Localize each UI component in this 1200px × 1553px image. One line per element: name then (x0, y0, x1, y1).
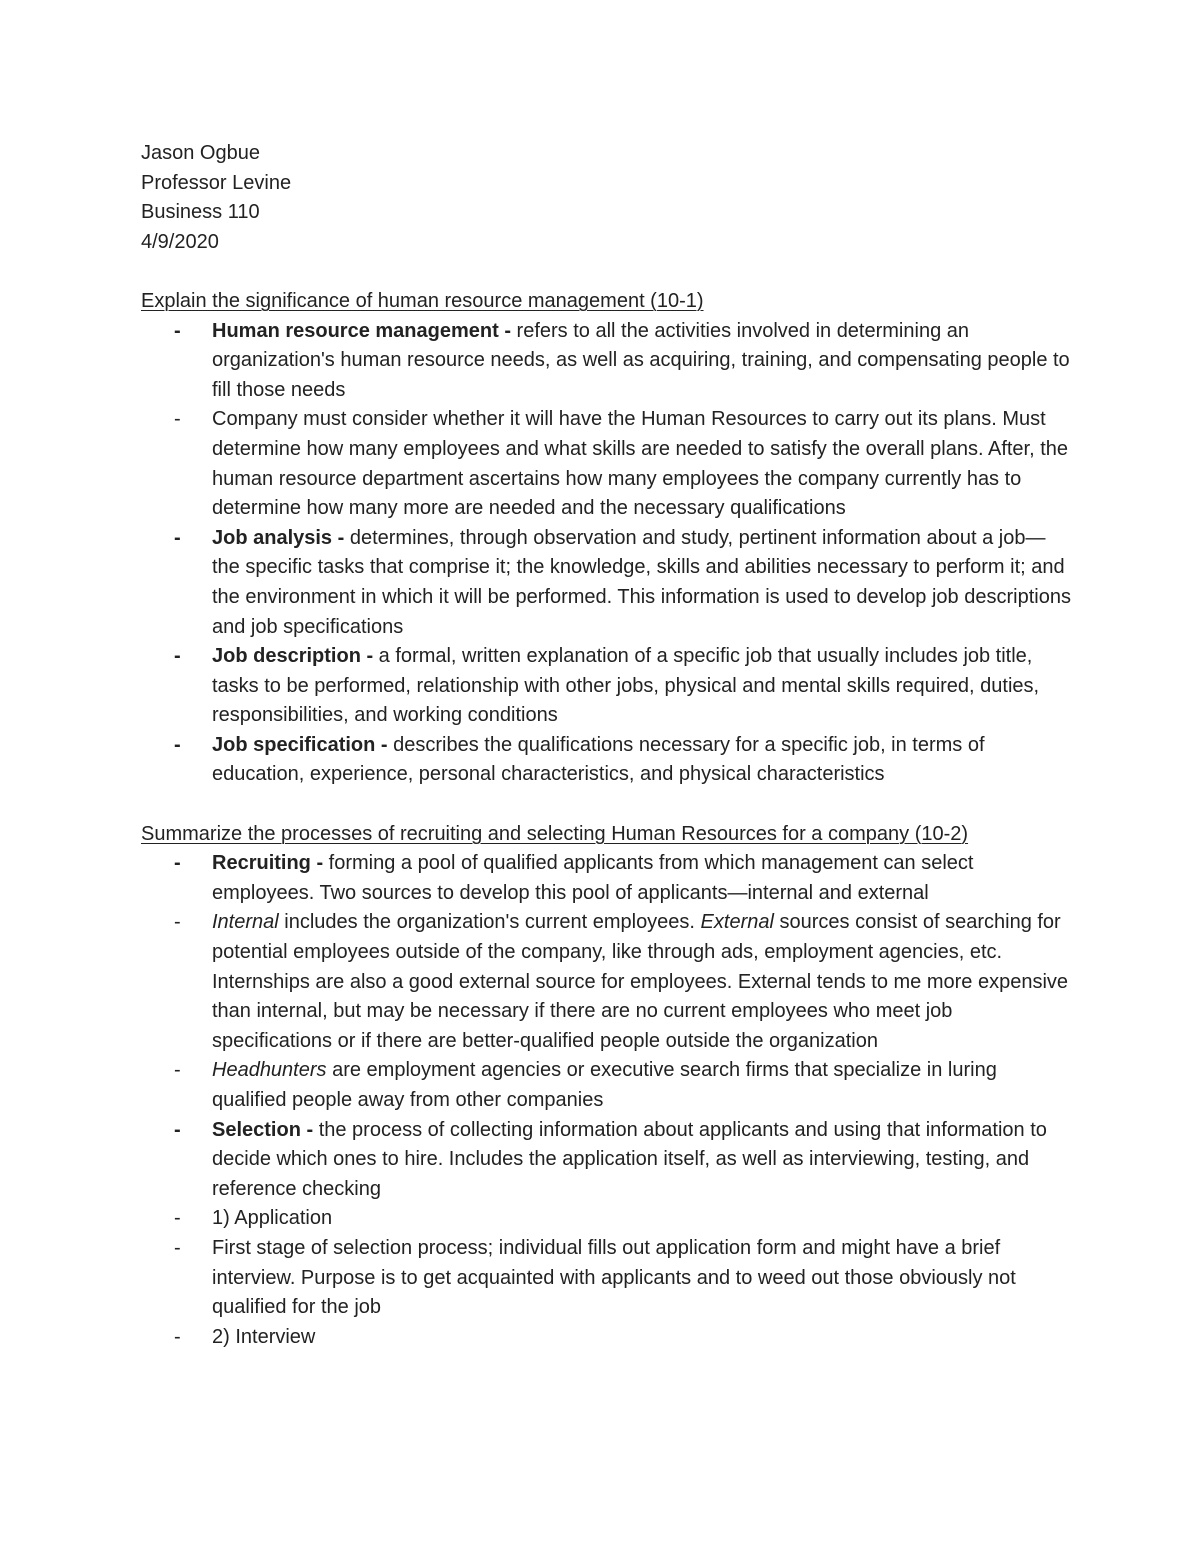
item-text: refers to all the activities involved in determining an organization's human resource needs, as well as acquiring, training, and compensating people to fill those needs (212, 319, 1070, 401)
list-item (141, 405, 1071, 523)
bullet-dash: - (174, 1325, 181, 1348)
spacer (141, 257, 1071, 287)
section-1-list (141, 317, 1071, 791)
item-text: 2) Interview (212, 1325, 316, 1348)
list-item (141, 642, 1071, 731)
emphasis-term: External (700, 911, 774, 934)
term-label: Job description - (212, 645, 374, 668)
spacer (141, 790, 1071, 820)
emphasis-term: Internal (212, 911, 279, 934)
item-text: forming a pool of qualified applicants from which management can select employees. Two sources to develop this pool of applicants—internal and external (212, 852, 974, 904)
list-item (141, 1323, 1071, 1353)
list-item (141, 317, 1071, 406)
bullet-dash: - (174, 733, 181, 756)
bullet-dash: - (174, 319, 181, 342)
bullet-dash: - (174, 645, 181, 668)
course-name: Business 110 (141, 201, 260, 224)
term-label: Job specification - (212, 733, 388, 756)
list-item (141, 731, 1071, 790)
list-item (141, 1204, 1071, 1234)
item-text: includes the organization's current employees. (278, 911, 701, 934)
item-text: describes the qualifications necessary for a specific job, in terms of education, experience, personal characteristics, and physical characteristics (212, 733, 985, 786)
list-item (141, 908, 1071, 1056)
term-label: Human resource management - (212, 319, 511, 342)
list-item (141, 1056, 1071, 1115)
list-item (141, 524, 1071, 642)
section-2-list (141, 849, 1071, 1352)
section-1-heading: Explain the significance of human resource management (10-1) (141, 289, 704, 312)
item-text: determines, through observation and study, pertinent information about a job—the specific tasks that comprise it; the knowledge, skills and abilities necessary to perform it; and the environment in which it will be performed. This information is used to develop job descriptions and job specifications (212, 526, 1071, 638)
bullet-dash: - (174, 1207, 181, 1230)
bullet-dash: - (174, 1059, 181, 1082)
bullet-dash: - (174, 911, 181, 934)
list-item (141, 849, 1071, 908)
item-text: 1) Application (212, 1207, 333, 1230)
item-text: Company must consider whether it will have the Human Resources to carry out its plans. Must determine how many employees and what skills are needed to satisfy the overall plans. After, the human resource department ascertains how many employees the company currently has to determine how many more are needed and the necessary qualifications (212, 408, 1069, 520)
document-date: 4/9/2020 (141, 230, 219, 253)
bullet-dash: - (174, 526, 181, 549)
bullet-dash: - (174, 408, 181, 431)
section-2-heading: Summarize the processes of recruiting and selecting Human Resources for a company (10-2) (141, 822, 969, 845)
professor-name: Professor Levine (141, 171, 292, 194)
document-header (141, 139, 1071, 257)
term-label: Recruiting - (212, 852, 324, 875)
list-item (141, 1234, 1071, 1323)
section-2 (141, 820, 1071, 1353)
item-text: the process of collecting information about applicants and using that information to decide which ones to hire. Includes the application itself, as well as interviewing, testing, and reference checking (212, 1118, 1047, 1200)
item-text: are employment agencies or executive search firms that specialize in luring qualified people away from other companies (212, 1059, 997, 1111)
document-page (141, 139, 1071, 1352)
section-1 (141, 287, 1071, 790)
term-label: Job analysis - (212, 526, 345, 549)
term-label: Selection - (212, 1118, 314, 1141)
bullet-dash: - (174, 852, 181, 875)
list-item (141, 1116, 1071, 1205)
author-name: Jason Ogbue (141, 142, 260, 164)
bullet-dash: - (174, 1236, 181, 1259)
item-text: a formal, written explanation of a specific job that usually includes job title, tasks to be performed, relationship with other jobs, physical and mental skills required, duties, responsibilities, and working conditions (212, 645, 1040, 727)
item-text: First stage of selection process; individual fills out application form and might have a brief interview. Purpose is to get acquainted with applicants and to weed out those obviously not qualified for the job (212, 1236, 1016, 1319)
bullet-dash: - (174, 1118, 181, 1141)
item-text: sources consist of searching for potential employees outside of the company, like through ads, employment agencies, etc. Internships are also a good external source for employees. External tends to me more expensive than internal, but may be necessary if there are no current employees who meet job specifications or if there are better-qualified people outside the organization (212, 911, 1069, 1052)
emphasis-term: Headhunters (212, 1059, 327, 1082)
